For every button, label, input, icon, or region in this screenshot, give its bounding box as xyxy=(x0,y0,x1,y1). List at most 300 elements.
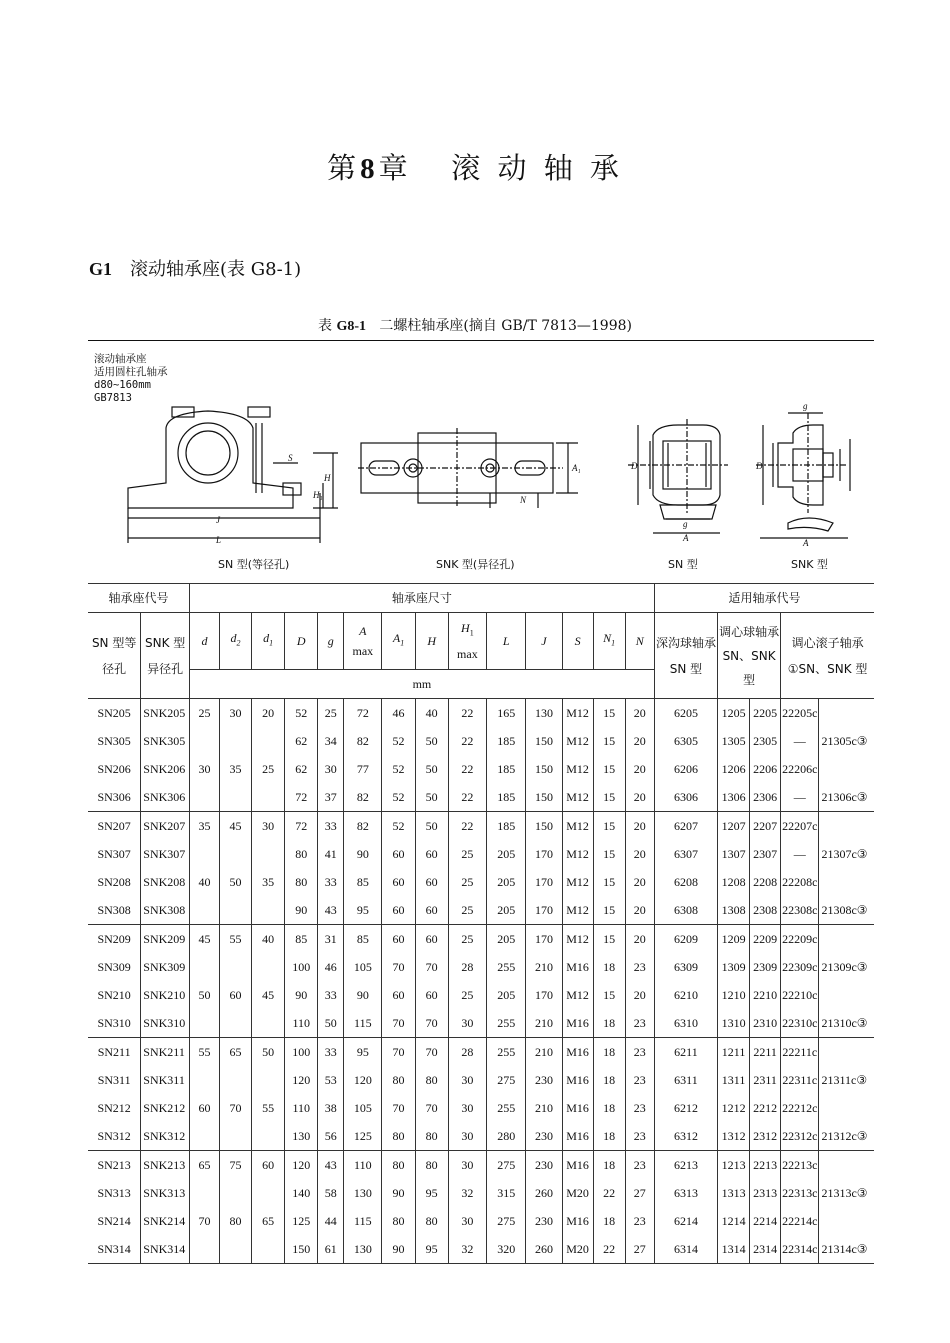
cell-h: 70 xyxy=(415,1094,448,1122)
cell-n: 20 xyxy=(625,755,654,783)
cell-snk: SNK310 xyxy=(141,1009,190,1038)
cell-ball-1: 1310 xyxy=(718,1009,750,1038)
cell-ball-1: 1312 xyxy=(718,1122,750,1151)
cell-g: 43 xyxy=(318,896,344,925)
cell-snk: SNK205 xyxy=(141,699,190,728)
cell-h: 60 xyxy=(415,896,448,925)
cell-roller-21 xyxy=(819,699,874,728)
cell-a1: 80 xyxy=(382,1151,415,1180)
cell-deep-groove: 6308 xyxy=(654,896,717,925)
cell-l: 165 xyxy=(487,699,526,728)
cell-d xyxy=(189,953,219,981)
cell-l: 255 xyxy=(487,1094,526,1122)
cell-n1: 18 xyxy=(593,1122,625,1151)
cell-sn: SN213 xyxy=(88,1151,141,1180)
cell-big-d: 140 xyxy=(285,1179,318,1207)
cell-d1: 20 xyxy=(252,699,285,728)
cell-ball-2: 2312 xyxy=(750,1122,781,1151)
cell-snk: SNK213 xyxy=(141,1151,190,1180)
cell-s: M12 xyxy=(562,783,593,812)
cell-h1-max: 30 xyxy=(448,1122,486,1151)
cell-a1: 60 xyxy=(382,868,415,896)
cell-deep-groove: 6307 xyxy=(654,840,717,868)
cell-big-d: 110 xyxy=(285,1009,318,1038)
cell-n: 23 xyxy=(625,1122,654,1151)
cell-sn: SN205 xyxy=(88,699,141,728)
cell-sn: SN209 xyxy=(88,925,141,954)
cell-a-max: 82 xyxy=(344,783,382,812)
dim-label-a-sn: A xyxy=(683,533,689,543)
cell-roller-22: 22310c xyxy=(781,1009,819,1038)
cell-d: 45 xyxy=(189,925,219,954)
cell-l: 185 xyxy=(487,755,526,783)
cell-s: M12 xyxy=(562,896,593,925)
cell-d1: 25 xyxy=(252,755,285,783)
cell-d1 xyxy=(252,1122,285,1151)
dim-label-l: L xyxy=(216,535,222,545)
cell-n1: 15 xyxy=(593,981,625,1009)
cell-a1: 52 xyxy=(382,727,415,755)
cell-big-d: 120 xyxy=(285,1066,318,1094)
cell-l: 185 xyxy=(487,727,526,755)
cell-d: 50 xyxy=(189,981,219,1009)
col-header-a-max: A max xyxy=(344,613,382,670)
cell-snk: SNK309 xyxy=(141,953,190,981)
sn-front-view xyxy=(128,407,338,543)
cell-g: 46 xyxy=(318,953,344,981)
cell-n: 20 xyxy=(625,699,654,728)
cell-d: 25 xyxy=(189,699,219,728)
col-header-d2: $d_2$ xyxy=(219,613,251,670)
cell-d xyxy=(189,1179,219,1207)
cell-a1: 70 xyxy=(382,1038,415,1067)
cell-h: 50 xyxy=(415,755,448,783)
cell-g: 50 xyxy=(318,1009,344,1038)
cell-h1-max: 22 xyxy=(448,755,486,783)
cell-l: 275 xyxy=(487,1207,526,1235)
cell-roller-22: 22206c xyxy=(781,755,819,783)
cell-d2 xyxy=(219,840,251,868)
cell-j: 210 xyxy=(526,953,562,981)
cell-snk: SNK209 xyxy=(141,925,190,954)
caption-number: G8-1 xyxy=(336,319,367,334)
snk-top-view xyxy=(358,428,578,508)
cell-l: 275 xyxy=(487,1151,526,1180)
cell-s: M16 xyxy=(562,1151,593,1180)
col-header-l: L xyxy=(487,613,526,670)
cell-n: 20 xyxy=(625,783,654,812)
cell-a1: 90 xyxy=(382,1235,415,1264)
cell-roller-21 xyxy=(819,981,874,1009)
cell-s: M16 xyxy=(562,1066,593,1094)
cell-roller-22: 22212c xyxy=(781,1094,819,1122)
cell-h: 95 xyxy=(415,1235,448,1264)
cell-d1 xyxy=(252,840,285,868)
chapter-title xyxy=(0,146,950,187)
cell-n: 23 xyxy=(625,1151,654,1180)
figure-note-line: 滚动轴承座 xyxy=(94,353,147,365)
cell-h1-max: 30 xyxy=(448,1094,486,1122)
cell-big-d: 90 xyxy=(285,981,318,1009)
cell-d1: 60 xyxy=(252,1151,285,1180)
cell-a1: 52 xyxy=(382,755,415,783)
cell-d2: 75 xyxy=(219,1151,251,1180)
cell-d: 55 xyxy=(189,1038,219,1067)
cell-roller-22: 22309c xyxy=(781,953,819,981)
cell-g: 41 xyxy=(318,840,344,868)
cell-deep-groove: 6210 xyxy=(654,981,717,1009)
cell-ball-1: 1305 xyxy=(718,727,750,755)
cell-d1: 50 xyxy=(252,1038,285,1067)
cell-j: 230 xyxy=(526,1066,562,1094)
cell-d2: 35 xyxy=(219,755,251,783)
cell-s: M16 xyxy=(562,1094,593,1122)
cell-s: M12 xyxy=(562,812,593,841)
snk-section-view xyxy=(756,413,850,538)
dim-label-g-snk: g xyxy=(803,401,808,411)
cell-n1: 15 xyxy=(593,812,625,841)
cell-d2 xyxy=(219,1179,251,1207)
cell-a-max: 90 xyxy=(344,840,382,868)
cell-d1: 65 xyxy=(252,1207,285,1235)
cell-roller-22: 22210c xyxy=(781,981,819,1009)
section-number: G1 xyxy=(89,259,113,279)
cell-big-d: 72 xyxy=(285,812,318,841)
cell-s: M16 xyxy=(562,1038,593,1067)
cell-big-d: 80 xyxy=(285,868,318,896)
col-header-j: J xyxy=(526,613,562,670)
cell-d2: 80 xyxy=(219,1207,251,1235)
cell-h: 60 xyxy=(415,981,448,1009)
cell-ball-1: 1212 xyxy=(718,1094,750,1122)
cell-ball-1: 1207 xyxy=(718,812,750,841)
col-header-n: N xyxy=(625,613,654,670)
cell-h: 50 xyxy=(415,812,448,841)
figure-note-line: GB7813 xyxy=(94,392,132,404)
cell-roller-21: 21309c③ xyxy=(819,953,874,981)
cell-roller-22: 22313c xyxy=(781,1179,819,1207)
cell-n1: 15 xyxy=(593,699,625,728)
cell-j: 230 xyxy=(526,1207,562,1235)
cell-roller-21: 21314c③ xyxy=(819,1235,874,1264)
cell-d2 xyxy=(219,727,251,755)
cell-h1-max: 28 xyxy=(448,1038,486,1067)
cell-h1-max: 30 xyxy=(448,1207,486,1235)
cell-deep-groove: 6313 xyxy=(654,1179,717,1207)
cell-snk: SNK210 xyxy=(141,981,190,1009)
col-header-g: g xyxy=(318,613,344,670)
cell-n1: 18 xyxy=(593,1094,625,1122)
cell-l: 315 xyxy=(487,1179,526,1207)
dim-label-h1: H₁ xyxy=(313,490,323,500)
cell-a-max: 72 xyxy=(344,699,382,728)
cell-h1-max: 32 xyxy=(448,1179,486,1207)
cell-sn: SN308 xyxy=(88,896,141,925)
cell-snk: SNK312 xyxy=(141,1122,190,1151)
col-header-d1: $d_1$ xyxy=(252,613,285,670)
cell-a-max: 115 xyxy=(344,1009,382,1038)
cell-n1: 15 xyxy=(593,755,625,783)
cell-h: 60 xyxy=(415,868,448,896)
cell-j: 150 xyxy=(526,783,562,812)
cell-d2: 55 xyxy=(219,925,251,954)
cell-n: 27 xyxy=(625,1235,654,1264)
cell-n1: 15 xyxy=(593,783,625,812)
cell-ball-2: 2212 xyxy=(750,1094,781,1122)
cell-roller-22: 22213c xyxy=(781,1151,819,1180)
cell-roller-21: 21310c③ xyxy=(819,1009,874,1038)
cell-g: 43 xyxy=(318,1151,344,1180)
table-body xyxy=(88,699,874,1264)
group-header-dimensions: 轴承座尺寸 xyxy=(189,584,654,613)
cell-d xyxy=(189,840,219,868)
dim-label-a1: A₁ xyxy=(572,463,581,473)
cell-deep-groove: 6312 xyxy=(654,1122,717,1151)
cell-a1: 60 xyxy=(382,925,415,954)
table-row xyxy=(88,1066,874,1094)
bearing-housing-figure xyxy=(88,343,874,581)
cell-big-d: 100 xyxy=(285,1038,318,1067)
group-header-housing: 轴承座代号 xyxy=(88,584,189,613)
cell-big-d: 72 xyxy=(285,783,318,812)
cell-g: 58 xyxy=(318,1179,344,1207)
cell-ball-2: 2313 xyxy=(750,1179,781,1207)
cell-d1 xyxy=(252,1235,285,1264)
cell-ball-1: 1308 xyxy=(718,896,750,925)
cell-snk: SNK313 xyxy=(141,1179,190,1207)
cell-n1: 18 xyxy=(593,953,625,981)
col-header-deep-groove: 深沟球轴承 SN 型 xyxy=(654,613,717,699)
cell-snk: SNK308 xyxy=(141,896,190,925)
cell-j: 230 xyxy=(526,1151,562,1180)
cell-d1: 35 xyxy=(252,868,285,896)
cell-ball-1: 1314 xyxy=(718,1235,750,1264)
cell-d: 35 xyxy=(189,812,219,841)
cell-sn: SN307 xyxy=(88,840,141,868)
cell-d: 70 xyxy=(189,1207,219,1235)
cell-big-d: 100 xyxy=(285,953,318,981)
cell-l: 255 xyxy=(487,1038,526,1067)
cell-a1: 52 xyxy=(382,783,415,812)
cell-deep-groove: 6310 xyxy=(654,1009,717,1038)
cell-h: 80 xyxy=(415,1207,448,1235)
cell-g: 33 xyxy=(318,868,344,896)
cell-d1 xyxy=(252,1179,285,1207)
cell-a-max: 115 xyxy=(344,1207,382,1235)
cell-n1: 18 xyxy=(593,1207,625,1235)
cell-h: 70 xyxy=(415,1038,448,1067)
cell-d: 60 xyxy=(189,1094,219,1122)
cell-a1: 60 xyxy=(382,840,415,868)
cell-l: 255 xyxy=(487,953,526,981)
cell-a1: 80 xyxy=(382,1066,415,1094)
cell-d2: 65 xyxy=(219,1038,251,1067)
table-row xyxy=(88,953,874,981)
cell-j: 170 xyxy=(526,840,562,868)
figure-caption-sn-section: SN 型 xyxy=(668,558,698,571)
cell-n1: 18 xyxy=(593,1066,625,1094)
cell-n: 20 xyxy=(625,868,654,896)
cell-d xyxy=(189,783,219,812)
figure-caption-snk-section: SNK 型 xyxy=(791,558,828,571)
cell-n1: 18 xyxy=(593,1038,625,1067)
cell-big-d: 62 xyxy=(285,727,318,755)
cell-s: M12 xyxy=(562,755,593,783)
table-row xyxy=(88,699,874,728)
cell-n1: 15 xyxy=(593,925,625,954)
table-row xyxy=(88,868,874,896)
cell-ball-2: 2213 xyxy=(750,1151,781,1180)
cell-d2: 70 xyxy=(219,1094,251,1122)
cell-n: 20 xyxy=(625,812,654,841)
cell-ball-1: 1208 xyxy=(718,868,750,896)
col-header-h: H xyxy=(415,613,448,670)
cell-roller-21 xyxy=(819,812,874,841)
cell-deep-groove: 6311 xyxy=(654,1066,717,1094)
cell-s: M20 xyxy=(562,1235,593,1264)
cell-a-max: 105 xyxy=(344,1094,382,1122)
figure-caption-sn-front: SN 型(等径孔) xyxy=(218,558,290,571)
table-row xyxy=(88,1038,874,1067)
cell-d xyxy=(189,1122,219,1151)
cell-a-max: 90 xyxy=(344,981,382,1009)
cell-roller-22: — xyxy=(781,783,819,812)
table-row xyxy=(88,1094,874,1122)
cell-d2 xyxy=(219,783,251,812)
cell-deep-groove: 6211 xyxy=(654,1038,717,1067)
cell-h1-max: 22 xyxy=(448,783,486,812)
cell-deep-groove: 6213 xyxy=(654,1151,717,1180)
cell-d2 xyxy=(219,1122,251,1151)
cell-n1: 15 xyxy=(593,840,625,868)
cell-roller-22: 22308c xyxy=(781,896,819,925)
table-row xyxy=(88,1179,874,1207)
figure-caption-snk-top: SNK 型(异径孔) xyxy=(436,558,515,571)
cell-a1: 52 xyxy=(382,812,415,841)
cell-g: 33 xyxy=(318,1038,344,1067)
cell-n1: 15 xyxy=(593,868,625,896)
cell-deep-groove: 6306 xyxy=(654,783,717,812)
cell-h: 40 xyxy=(415,699,448,728)
cell-snk: SNK307 xyxy=(141,840,190,868)
table-row xyxy=(88,1151,874,1180)
cell-n: 20 xyxy=(625,981,654,1009)
cell-n: 20 xyxy=(625,840,654,868)
cell-big-d: 110 xyxy=(285,1094,318,1122)
cell-big-d: 130 xyxy=(285,1122,318,1151)
cell-big-d: 150 xyxy=(285,1235,318,1264)
cell-deep-groove: 6305 xyxy=(654,727,717,755)
cell-s: M12 xyxy=(562,868,593,896)
cell-h1-max: 22 xyxy=(448,812,486,841)
dim-label-d-snk: D xyxy=(756,461,763,471)
col-header-s: S xyxy=(562,613,593,670)
cell-a1: 60 xyxy=(382,896,415,925)
cell-roller-22: 22211c xyxy=(781,1038,819,1067)
table-row xyxy=(88,840,874,868)
cell-a1: 70 xyxy=(382,1009,415,1038)
cell-j: 150 xyxy=(526,812,562,841)
cell-h1-max: 22 xyxy=(448,699,486,728)
chapter-name: 滚 动 轴 承 xyxy=(451,151,623,185)
cell-d: 65 xyxy=(189,1151,219,1180)
cell-l: 205 xyxy=(487,896,526,925)
cell-a1: 60 xyxy=(382,981,415,1009)
cell-big-d: 90 xyxy=(285,896,318,925)
cell-roller-22: 22208c xyxy=(781,868,819,896)
cell-d2 xyxy=(219,896,251,925)
table-row xyxy=(88,1122,874,1151)
cell-d1: 45 xyxy=(252,981,285,1009)
cell-big-d: 62 xyxy=(285,755,318,783)
cell-sn: SN313 xyxy=(88,1179,141,1207)
cell-sn: SN211 xyxy=(88,1038,141,1067)
bearing-housing-table xyxy=(88,583,874,1264)
cell-a-max: 130 xyxy=(344,1179,382,1207)
cell-big-d: 52 xyxy=(285,699,318,728)
cell-h1-max: 30 xyxy=(448,1151,486,1180)
cell-snk: SNK211 xyxy=(141,1038,190,1067)
cell-h: 60 xyxy=(415,925,448,954)
cell-d2: 50 xyxy=(219,868,251,896)
cell-g: 30 xyxy=(318,755,344,783)
cell-roller-22: 22209c xyxy=(781,925,819,954)
cell-g: 34 xyxy=(318,727,344,755)
cell-a-max: 82 xyxy=(344,812,382,841)
cell-s: M12 xyxy=(562,840,593,868)
table-row xyxy=(88,1235,874,1264)
cell-ball-1: 1309 xyxy=(718,953,750,981)
cell-n: 23 xyxy=(625,1009,654,1038)
cell-ball-2: 2305 xyxy=(750,727,781,755)
chapter-number: 8 xyxy=(360,153,379,185)
cell-ball-2: 2314 xyxy=(750,1235,781,1264)
cell-a1: 70 xyxy=(382,1094,415,1122)
cell-g: 53 xyxy=(318,1066,344,1094)
cell-d xyxy=(189,1235,219,1264)
dim-label-n: N xyxy=(520,495,527,505)
cell-l: 205 xyxy=(487,981,526,1009)
cell-big-d: 80 xyxy=(285,840,318,868)
cell-a-max: 82 xyxy=(344,727,382,755)
top-rule xyxy=(88,340,874,341)
cell-roller-21: 21305c③ xyxy=(819,727,874,755)
cell-roller-22: — xyxy=(781,727,819,755)
cell-deep-groove: 6208 xyxy=(654,868,717,896)
cell-n: 23 xyxy=(625,1066,654,1094)
cell-ball-2: 2206 xyxy=(750,755,781,783)
cell-n: 23 xyxy=(625,1038,654,1067)
cell-ball-1: 1313 xyxy=(718,1179,750,1207)
cell-n1: 15 xyxy=(593,896,625,925)
chapter-suffix: 章 xyxy=(378,151,412,185)
cell-d2 xyxy=(219,953,251,981)
cell-snk: SNK212 xyxy=(141,1094,190,1122)
cell-a1: 80 xyxy=(382,1207,415,1235)
cell-ball-2: 2306 xyxy=(750,783,781,812)
dim-label-a-snk: A xyxy=(803,538,809,548)
cell-ball-2: 2210 xyxy=(750,981,781,1009)
cell-sn: SN305 xyxy=(88,727,141,755)
table-row xyxy=(88,755,874,783)
cell-ball-2: 2211 xyxy=(750,1038,781,1067)
cell-a-max: 85 xyxy=(344,925,382,954)
col-header-d: d xyxy=(189,613,219,670)
cell-n1: 18 xyxy=(593,1009,625,1038)
cell-n: 20 xyxy=(625,727,654,755)
dim-label-h: H xyxy=(324,473,331,483)
cell-sn: SN306 xyxy=(88,783,141,812)
